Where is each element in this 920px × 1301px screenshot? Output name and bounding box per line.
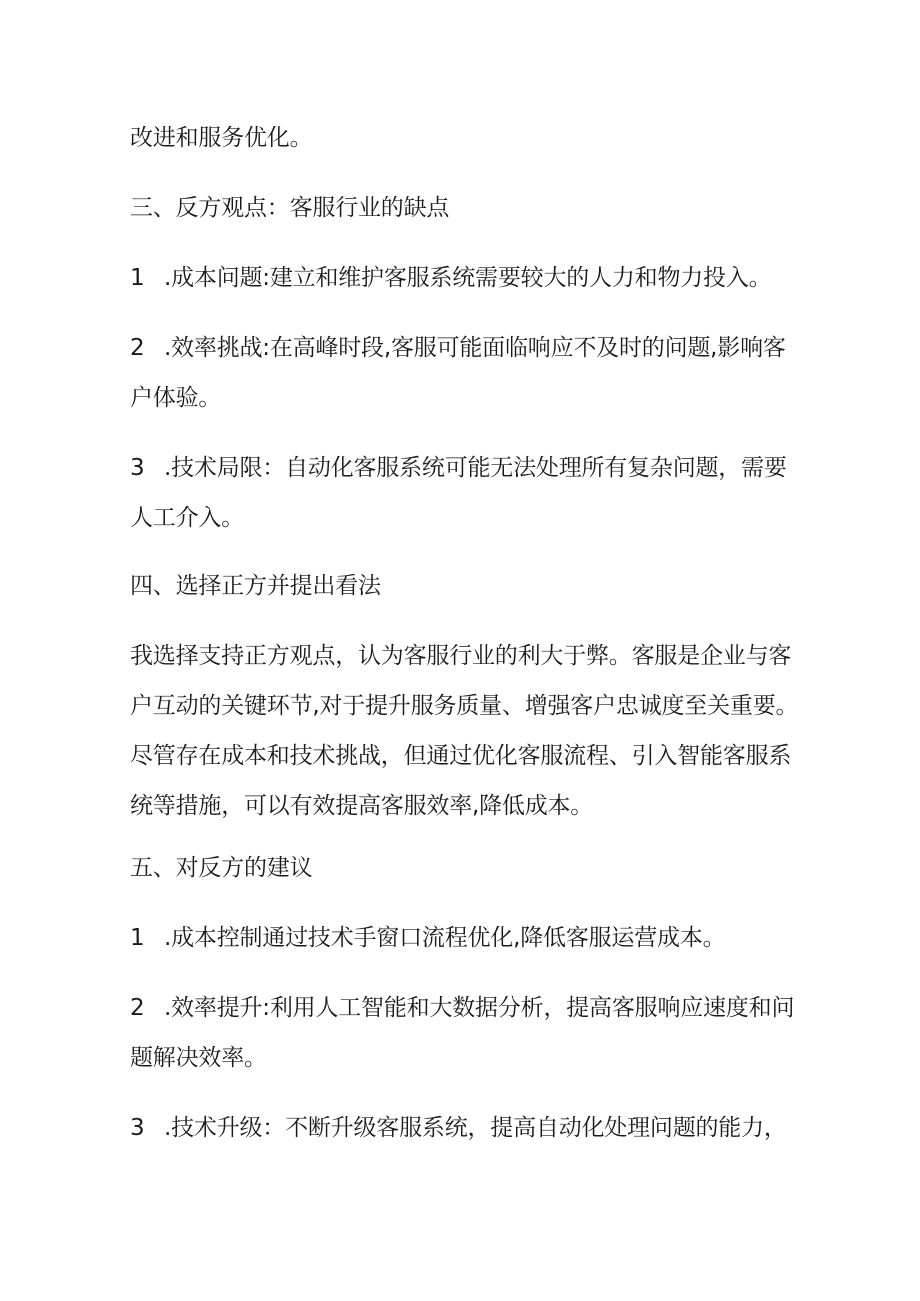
list-number: 3	[130, 455, 145, 481]
text-line: 人工介入。	[130, 505, 245, 531]
paragraph-intro-continued	[130, 113, 800, 163]
list-number: 2	[130, 335, 145, 361]
heading-section-5	[130, 843, 800, 893]
text-line	[130, 983, 800, 1033]
text-line: 户体验。	[130, 385, 222, 411]
list-number: 1	[130, 925, 145, 951]
list-item-cons-1	[130, 253, 800, 303]
list-item-text: .技术升级：不断升级客服系统，提高自动化处理问题的能力，	[164, 1115, 787, 1141]
paragraph-opinion	[130, 631, 800, 831]
list-item-suggestion-2	[130, 983, 800, 1083]
list-item-text: .效率提升:利用人工智能和大数据分析，提高客服响应速度和问	[164, 995, 795, 1021]
heading-section-4	[130, 561, 800, 611]
list-item-text: .技术局限：自动化客服系统可能无法处理所有复杂问题，需要	[164, 455, 787, 481]
text-line: 我选择支持正方观点，认为客服行业的利大于弊。客服是企业与客	[130, 643, 792, 669]
list-item-suggestion-3	[130, 1103, 800, 1153]
text-line: 题解决效率。	[130, 1045, 267, 1071]
list-item-suggestion-1	[130, 913, 800, 963]
text-line	[130, 253, 800, 303]
text-line	[130, 913, 800, 963]
text-line: 户互动的关键环节,对于提升服务质量、增强客户忠诚度至关重要。	[130, 693, 799, 719]
text-line	[130, 443, 800, 493]
list-item-text: .成本控制通过技术手窗口流程优化,降低客服运营成本。	[164, 925, 726, 951]
list-number: 2	[130, 995, 145, 1021]
heading-text: 三、反方观点：客服行业的缺点	[130, 195, 450, 221]
list-number: 3	[130, 1115, 145, 1141]
text-line: 统等措施，可以有效提高客服效率,降低成本。	[130, 793, 594, 819]
heading-text: 五、对反方的建议	[130, 855, 313, 881]
list-number: 1	[130, 265, 145, 291]
text-line: 尽管存在成本和技术挑战，但通过优化客服流程、引入智能客服系	[130, 743, 792, 769]
text-line: 改进和服务优化。	[130, 125, 313, 151]
list-item-text: .成本问题:建立和维护客服系统需要较大的人力和物力投入。	[164, 265, 772, 291]
heading-section-3	[130, 183, 800, 233]
text-line	[130, 323, 800, 373]
list-item-text: .效率挑战:在高峰时段,客服可能面临响应不及时的问题,影响客	[164, 335, 786, 361]
list-item-cons-2	[130, 323, 800, 423]
text-line	[130, 1103, 800, 1153]
heading-text: 四、选择正方并提出看法	[130, 573, 381, 599]
list-item-cons-3	[130, 443, 800, 543]
